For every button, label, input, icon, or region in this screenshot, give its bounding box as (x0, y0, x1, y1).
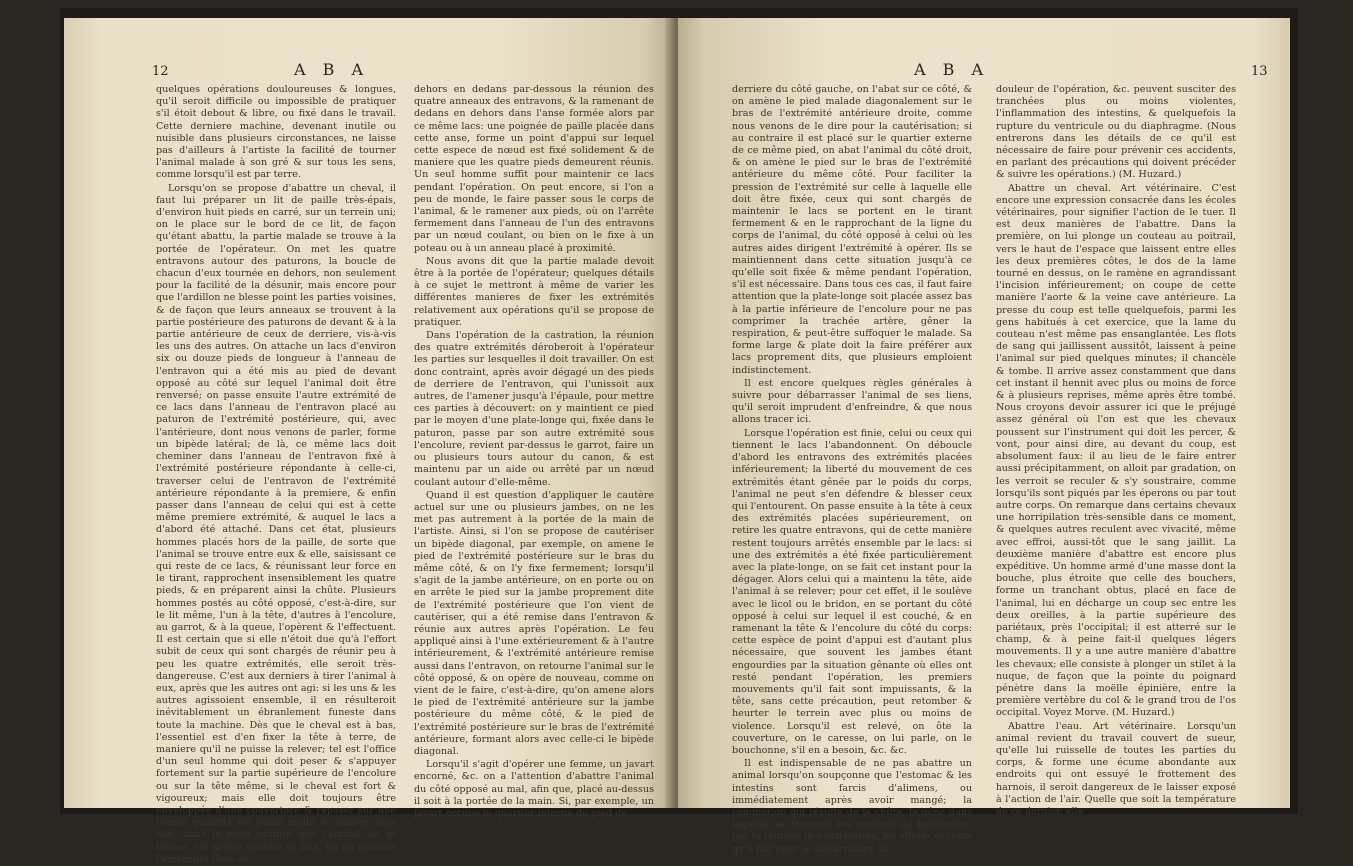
paragraph: Il est encore quelques règles générales à suivre pour débarrasser l'animal de ses liens, qu'il seroit imprudent d'enfreindre, & que nous allons tracer ici. (732, 377, 972, 426)
paragraph: quelques opérations douloureuses & longues, qu'il seroit difficile ou impossible de pratiquer s'il étoit debout & libre, ou fixé dans le travail. Cette derniere machine, devenant inutile ou nuisible dans plusieurs circonstances, ne laisse pas d'ailleurs à l'artiste la facilité de tourner l'animal malade à son gré & sur tous les sens, comme lorsqu'il est par terre. (156, 84, 396, 181)
text-column (732, 84, 972, 855)
paragraph: douleur de l'opération, &c. peuvent susciter des tranchées plus ou moins violentes, l'inflammation des intestins, & quelquefois la rupture du ventricule ou du diaphragme. (Nous entrerons dans les détails de ce qu'il est nécessaire de faire pour prévenir ces accidents, en parlant des précautions qui doivent précéder & suivre les opérations.) (M. Huzard.) (996, 84, 1236, 181)
text-column (156, 84, 396, 865)
running-head: A B A (294, 60, 370, 79)
paragraph: Quand il est question d'appliquer le cautère actuel sur une ou plusieurs jambes, on ne les met pas autrement à la portée de la main de l'artiste. Ainsi, si l'on se propose de cautériser un bipède diagonal, par exemple, on amene le pied de l'extrémité postérieure sur le bras du même côté, & on l'y fixe fermement; lorsqu'il s'agit de la jambe antérieure, on en porte ou on en arrête le pied sur la jambe proprement dite de l'extrémité postérieure que l'on vient de cautériser, qui a été remise dans l'entravon & réunie aux autres après l'opération. Le feu appliqué ainsi à l'une extérieurement & à l'autre intérieurement, & l'extrémité antérieure remise aussi dans l'entravon, on retourne l'animal sur le côté opposé, & on opère de nouveau, comme on vient de le faire, c'est-à-dire, qu'on amene alors le pied de l'extrémité antérieure sur la jambe postérieure du même côté, & le pied de l'extrémité postérieure sur le bras de l'extrémité antérieure, formant alors avec celle-ci le bipède diagonal. (414, 489, 654, 757)
paragraph: Lorsque l'opération est finie, celui ou ceux qui tiennent le lacs l'abandonnent. On déboucle d'abord les entravons des extrémités placées inférieurement; la liberté du mouvement de ces extrémités étant gênée par le poids du corps, l'animal ne peut s'en défendre & blesser ceux qui l'entourent. On passe ensuite à la tête à ceux des extrémités placées supérieurement, on retire les quatre entravons, qui de cette manière restent toujours arrêtés ensemble par le lacs: si une des extrémités a été fixée particulièrement avec la plate-longe, on se fait cet instant pour la dégager. Alors celui qui a maintenu la tête, aide l'animal à se relever; pour cet effet, il le soulève avec le licol ou le bridon, en se portant du côté opposé à celui sur lequel il est couché, & en ramenant la tête & l'encolure du côté du corps: cette espèce de point d'appui est d'autant plus nécessaire, que souvent les jambes étant engourdies par la situation gênante où elles ont resté pendant l'opération, les premiers mouvements qu'il fait sont impuissants, & la tête, sans cette précaution, peut retomber & heurter le terrein avec plus ou moins de violence. Lorsqu'il est relevé, on ôte la couverture, on le caresse, on lui parle, on le bouchonne, s'il en a besoin, &c. &c. (732, 427, 972, 756)
paragraph: Il est indispensable de ne pas abattre un animal lorsqu'on soupçonne que l'estomac & les intestins sont farcis d'alimens, ou immédiatement après avoir mangé; la commotion qui résulte de la chûte, la gêne dans laquelle se trouvent les viscères du bas-ventre, par la réunion des extrémités, les efforts violents qu'il fait pour se débarrasser, la (732, 758, 972, 855)
dictionary-entry: Abattre un cheval. Art vétérinaire. C'est encore une expression consacrée dans les écoles vétérinaires, pour signifier l'action de le tuer. Il est deux manières de l'abattre. Dans la première, on lui plonge un couteau au poitrail, vers le haut de l'espace que laissent entre elles les deux premières côtes, le dos de la lame tourné en dessus, on le ramène en agrandissant l'incision inférieurement; on coupe de cette manière l'aorte & la veine cave antérieure. La presse du coup est telle quelquefois, parmi les gens habitués à cet exercice, que la lame du couteau n'est même pas ensanglantée. Les flots de sang qui jaillissent aussitôt, laissent à peine l'animal sur pied quelques minutes; il chancèle & tombe. Il arrive assez constamment que dans cet instant il hennit avec plus ou moins de force & à plusieurs reprises, même après être tombé. Nous croyons devoir assurer ici que le préjugé assez général où l'on est que les chevaux poussent sur l'instrument qui doit les percer, & vont, pour ainsi dire, au devant du coup, est absolument faux: il au lieu de le faire entrer aussi précipitamment, on alloit par gradation, on les verroit se reculer & s'y soustraire, comme lorsqu'ils sont piqués par les éperons ou par tout autre corps. On remarque dans certains chevaux une horripilation très-sensible dans ce moment, & quelques autres reculent avec vivacité, même avec effroi, aussi-tôt que le sang jaillit. La deuxième manière d'abattre est encore plus expéditive. Un homme armé d'une masse dont la bouche, plus étroite que celle des bouchers, forme un tranchant obtus, placé en face de l'animal, lui en décharge un coup sec entre les deux oreilles, à la partie supérieure des pariétaux, près l'occipital; il est atterré sur le champ, & à peine fait-il quelques légers mouvements. Il y a une autre manière d'abattre les chevaux; elle consiste à plonger un stilet à la nuque, de façon que la pointe du poignard pénètre dans la moëlle épinière, entre la première vertèbre du col & le grand trou de l'os occipital. Voyez Morve. (M. Huzard.) (996, 182, 1236, 719)
page-number: 12 (152, 64, 169, 79)
paragraph: Lorsqu'il s'agit d'opérer une femme, un javart encorné, &c. on a l'attention d'abattre l'animal du côté opposé au mal, afin que, placé au-dessus il soit à la portée de la main. Si, par exemple, un javart occupe le quartier interne du pied de (414, 759, 654, 819)
page-number: 13 (1251, 64, 1268, 79)
open-book (60, 8, 1298, 865)
text-column (996, 84, 1236, 817)
paragraph: Dans l'opération de la castration, la réunion des quatre extrémités déroberoit à l'opérateur les parties sur lesquelles il doit travailler. On est donc contraint, après avoir dégagé un des pieds de derriere de l'entravon, qui l'unissoit aux autres, de l'amener jusqu'à l'épaule, pour mettre ces parties à découvert: on y maintient ce pied par le moyen d'une plate-longe qui, fixée dans le paturon, passe par son autre extrémité sous l'encolure, revient par-dessus le garrot, faire un ou plusieurs tours autour du canon, & est maintenu par un aide ou arrêté par un nœud coulant autour d'elle-même. (414, 330, 654, 488)
left-page (64, 18, 674, 865)
right-page (678, 18, 1290, 855)
running-head: A B A (914, 60, 990, 79)
dictionary-entry: Abattre l'eau. Art vétérinaire. Lorsqu'un animal revient du travail couvert de sueur, qu'elle lui ruisselle de toutes les parties du corps, & forme une écume abondante aux endroits qui ont essuyé le frottement des harnois, il seroit dangereux de le laisser exposé à l'action de l'air. Quelle que soit la température de ce dernier, elle (996, 720, 1236, 817)
paragraph: derriere du côté gauche, on l'abat sur ce côté, & on amène le pied malade diagonalement sur le bras de l'extrémité antérieure droite, comme nous venons de le dire pour la cautérisation; si au contraire il est placé sur le quartier externe de ce même pied, on abat l'animal du côté droit, & on amène le pied sur le bras de l'extrémité antérieure du même côté. Pour faciliter la pression de l'extrémité sur celle à laquelle elle doit être fixée, ceux qui sont chargés de maintenir le lacs se portent en le tirant fermement & en le rapprochant de la ligne du corps de l'animal, du côté opposé à celui où les autres aides dirigent l'extrémité à opérer. Ils se maintiennent dans cette situation jusqu'à ce qu'elle soit fixée & même pendant l'opération, s'il est nécessaire. Dans tous ces cas, il faut faire attention que la plate-longe soit placée assez bas à la partie inférieure de l'encolure pour ne pas comprimer la trachée artère, gêner la respiration, & peut-être suffoquer le malade. Sa forme large & plate doit la faire préférer aux lacs proprement dits, que plusieurs emploient indistinctement. (732, 84, 972, 376)
paragraph: dehors en dedans par-dessous la réunion des quatre anneaux des entravons, & la ramenant de dedans en dehors dans l'anse formée alors par ce même lacs: une poignée de paille placée dans cette anse, forme un point d'appui sur lequel cette espece de nœud est fixé solidement & de maniere que les quatre pieds demeurent réunis. Un seul homme suffit pour maintenir ce lacs pendant l'opération. On peut encore, si l'on a peu de monde, le faire passer sous le corps de l'animal, & le ramener aux pieds, où on l'arrête fermement dans l'anneau de l'un des entravons par un nœud coulant, ou bien on le fixe à un poteau ou à un anneau placé à proximité. (414, 84, 654, 254)
text-column (414, 84, 654, 819)
paragraph: Lorsqu'on se propose d'abattre un cheval, il faut lui préparer un lit de paille très-épais, d'environ huit pieds en carré, sur un terrein uni; on le place sur le bord de ce lit, de façon qu'étant abattu, la partie malade se trouve à la portée de l'opérateur. On met les quatre entravons autour des paturons, la boucle de chacun d'eux tournée en dehors, non seulement pour la facilité de la désunir, mais encore pour que l'ardillon ne blesse point les parties voisines, & de façon que leurs anneaux se trouvent à la partie postérieure des paturons de devant & à la partie antérieure de ceux de derriere, vis-à-vis les uns des autres. On attache un lacs d'environ six ou douze pieds de longueur à l'anneau de l'entravon qui a été mis au pied de devant opposé au côté sur lequel l'animal doit être renversé; on passe ensuite l'autre extrémité de ce lacs dans l'anneau de l'entravon placé au paturon de l'extrémité postérieure, qui, avec l'antérieure, dont nous venons de parler, forme un bipède latéral; de là, ce même lacs doit cheminer dans l'anneau de l'entravon fixé à l'extrémité postérieure répondante à celle-ci, traverser celui de l'entravon de l'extrémité antérieure répondante à la premiere, & enfin passer dans l'anneau de celui qui est à cette même premiere extrémité, & auquel le lacs a d'abord été attaché. Dans cet état, plusieurs hommes placés hors de la paille, de sorte que l'animal se trouve entre eux & elle, saisissant ce qui reste de ce lacs, & réunissant leur force en le tirant, rapprochent insensiblement les quatre pieds, & en préparent ainsi la chûte. Plusieurs hommes postés au côté opposé, c'est-à-dire, sur le lit même, l'un à la tête, d'autres à l'encolure, au garrot, & à la queue, l'opèrent & l'effectuent. Il est certain que si elle n'étoit due qu'à l'effort subit de ceux qui sont chargés de réunir peu à peu les quatre extrémités, elle seroit très-dangereuse. C'est aux derniers à tirer l'animal à eux, après que les autres ont agi: si les uns & les autres agissoient ensemble, il en résulteroit inévitablement un ébranlement funeste dans toute la machine. Dès que le cheval est à bas, l'essentiel est d'en fixer la tête à terre, de maniere qu'il ne puisse la relever; tel est l'office d'un seul homme qui doit peser & s'appuyer fortement sur la partie supérieure de l'encolure ou sur la tête même, si le cheval est fort & vigoureux; mais elle doit toujours être enveloppée d'une couverture & reposer sur une bonne quantité de paille molle & glissée sous elle, dans la juste crainte que l'animal ne se blesse. On arrête ensuite le lacs, en en passant l'extrémité libre de (156, 182, 396, 865)
paragraph: Nous avons dit que la partie malade devoit être à la portée de l'opérateur; quelques détails à ce sujet le mettront à même de varier les différentes manieres de fixer les extrémités relativement aux opérations qu'il se propose de pratiquer. (414, 255, 654, 328)
